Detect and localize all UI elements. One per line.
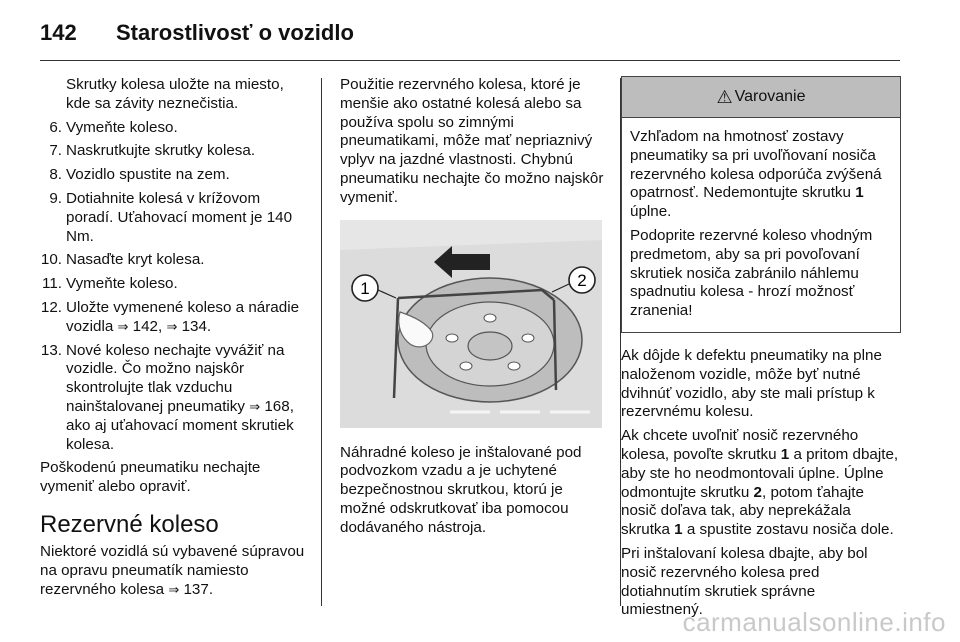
- step-number: 12.: [40, 298, 62, 316]
- list-item: [40, 119, 310, 138]
- step-number: 6.: [49, 118, 62, 136]
- paragraph: Použitie rezervného kolesa, ktoré je menšie ako ostatné kolesá alebo sa používa spolu so zimnými pneumatikami, môže mať nepriaznivý vplyv na jazdné vlastnosti. Chybnú pneumatiku nechajte čo možno najskôr vymeniť.: [340, 76, 604, 206]
- header-rule: [40, 60, 900, 61]
- paragraph-text: a spustite zostavu nosiča dole.: [682, 521, 894, 539]
- warning-paragraph: [630, 128, 892, 222]
- figure-label-1: 1: [360, 278, 370, 298]
- section-heading: Rezervné koleso: [40, 510, 219, 538]
- list-item: [40, 190, 310, 246]
- step-number: 11.: [42, 275, 62, 293]
- warning-text: úplne.: [630, 203, 672, 221]
- figure-label-2: 2: [577, 270, 587, 290]
- list-item: [40, 251, 310, 270]
- screw-ref: 1: [780, 445, 790, 463]
- step-number: 9.: [49, 189, 62, 207]
- spare-wheel-illustration: [340, 220, 602, 428]
- warning-box: [621, 76, 901, 333]
- step-number: 13.: [40, 341, 62, 359]
- column-divider-1: [321, 78, 322, 606]
- page-reference-link[interactable]: 142: [132, 317, 158, 335]
- warning-text: Vzhľadom na hmotnosť zostavy pneumatiky sa pri uvoľňovaní nosiča rezervného kolesa odporúča zvýšená opatrnosť. Nedemontujte skrutku: [630, 128, 882, 202]
- punctuation: .: [208, 580, 214, 598]
- list-item: [40, 275, 310, 294]
- paragraph-text: a pritom dbajte, aby ste ho neodmontovali úplne. Úplne odmontujte skrutku: [621, 445, 899, 501]
- paragraph: Pri inštalovaní kolesa dbajte, aby bol nosič rezervného kolesa pred dotiahnutím skrutiek správne umiestnený.: [621, 544, 868, 619]
- paragraph-text: Ak chcete uvoľniť nosič rezervného kolesa, povoľte skrutku: [621, 427, 859, 463]
- xref-arrow-icon: ⇒: [168, 581, 180, 597]
- step-text: Dotiahnite kolesá v krížovom poradí. Uťahovací moment je 140 Nm.: [66, 189, 293, 245]
- warning-body: [622, 118, 900, 332]
- step-text: Uložte vymenené koleso a náradie vozidla: [66, 298, 300, 335]
- list-item: [40, 166, 310, 185]
- step-text: Vozidlo spustite na zem.: [66, 166, 230, 184]
- step-list: [40, 119, 310, 455]
- step-text: Nasaďte kryt kolesa.: [66, 251, 205, 269]
- step-number: 10.: [40, 251, 62, 269]
- column-1: [40, 76, 310, 604]
- paragraph: [40, 543, 310, 599]
- paragraph: [621, 427, 901, 540]
- column-3: [621, 76, 901, 625]
- xref-arrow-icon: ⇒: [166, 318, 178, 334]
- list-item: [40, 299, 310, 337]
- xref-arrow-icon: ⇒: [117, 318, 129, 334]
- separator: ,: [157, 317, 167, 335]
- screw-ref: 1: [674, 521, 683, 539]
- screw-ref: 1: [855, 184, 864, 202]
- step-number: 7.: [49, 142, 62, 160]
- list-item: [40, 142, 310, 161]
- figure-caption: Náhradné koleso je inštalované pod podvozkom vzadu a je uchytené bezpečnostnou skrutkou, ktorú je možné odskrutkovať iba pomocou dodávaného nástroja.: [340, 443, 582, 536]
- watermark-text: carmanualsonline.info: [682, 607, 946, 637]
- paragraph: Ak dôjde k defektu pneumatiky na plne naloženom vozidle, môže byť nutné dvihnúť vozidlo, aby ste mali prístup k rezervnému kolesu.: [621, 346, 882, 421]
- list-item: [40, 342, 310, 455]
- paragraph: Poškodenú pneumatiku nechajte vymeniť alebo opraviť.: [40, 459, 261, 496]
- step-number: 8.: [49, 166, 62, 184]
- page-reference-link[interactable]: 168: [264, 397, 290, 415]
- warning-triangle-icon: ⚠: [716, 86, 733, 107]
- paragraph-text: , potom ťahajte nosič doľava tak, aby neprekážala skrutka: [621, 483, 864, 539]
- warning-header: [622, 77, 900, 118]
- xref-arrow-icon: ⇒: [249, 398, 261, 414]
- step-text: , ako aj uťahovací moment skrutiek kolesa.: [66, 397, 294, 453]
- step-text: Vymeňte koleso.: [66, 275, 178, 293]
- page-number: 142: [40, 20, 77, 45]
- spare-wheel-figure: [340, 220, 602, 428]
- page-reference-link[interactable]: 134: [181, 317, 207, 335]
- paragraph-text: Niektoré vozidlá sú vybavené súpravou na opravu pneumatík namiesto rezervného kolesa: [40, 542, 305, 598]
- column-2: [340, 76, 605, 543]
- page-title: Starostlivosť o vozidlo: [116, 20, 354, 45]
- page-reference-link[interactable]: 137: [183, 580, 209, 598]
- punctuation: .: [206, 317, 212, 335]
- step-text: Nové koleso nechajte vyvážiť na vozidle. Čo možno najskôr skontrolujte tlak vzduchu nainštalovanej pneumatiky: [66, 341, 285, 415]
- screw-ref: 2: [753, 483, 762, 501]
- warning-title: Varovanie: [734, 87, 806, 105]
- step-continuation: Skrutky kolesa uložte na miesto, kde sa závity neznečistia.: [66, 76, 284, 112]
- warning-paragraph: Podoprite rezervné koleso vhodným predmetom, aby sa pri povoľovaní skrutiek nosiča zabránilo náhlemu spadnutiu kolesa - hrozí možnosť zranenia!: [630, 226, 873, 320]
- step-text: Vymeňte koleso.: [66, 118, 178, 136]
- step-text: Naskrutkujte skrutky kolesa.: [66, 142, 256, 160]
